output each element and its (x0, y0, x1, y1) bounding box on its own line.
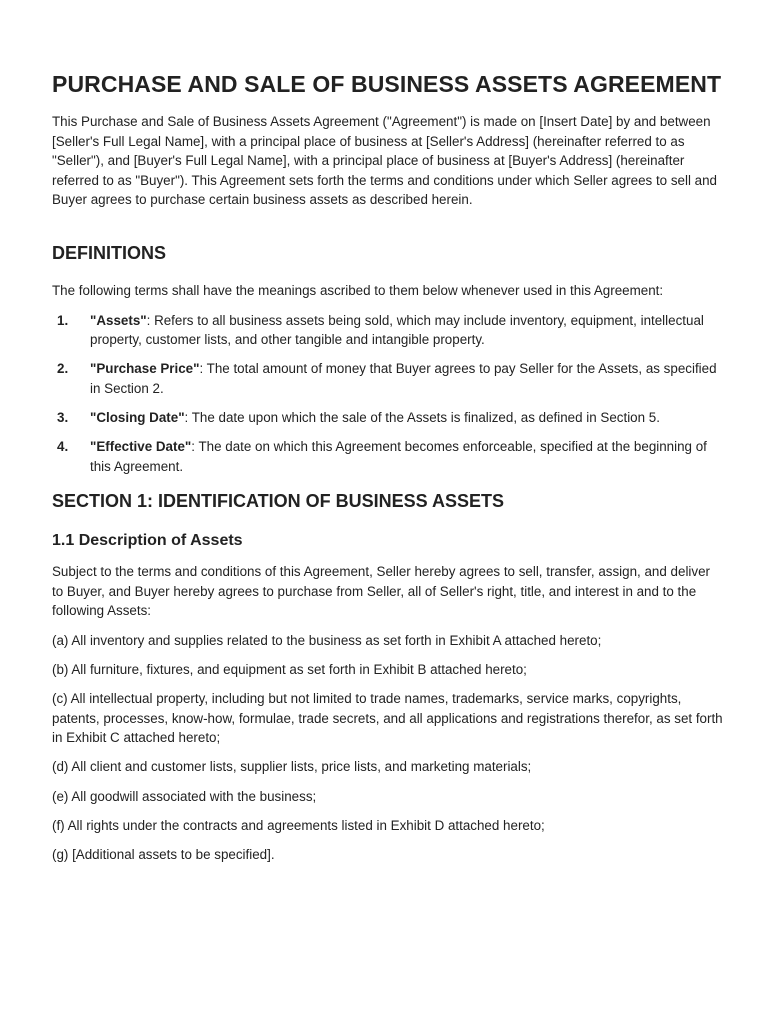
section-1-heading: SECTION 1: IDENTIFICATION OF BUSINESS ASSETS (52, 491, 505, 512)
asset-item-d: (d) All client and customer lists, supplier lists, price lists, and marketing materials; (52, 759, 532, 775)
definition-number: 1. (57, 312, 69, 328)
asset-item-e: (e) All goodwill associated with the business; (52, 788, 317, 804)
asset-item-b: (b) All furniture, fixtures, and equipment as set forth in Exhibit B attached hereto; (52, 662, 527, 678)
asset-item-c: (c) All intellectual property, including but not limited to trade names, trademarks, service marks, copyrights, patents, processes, know-how, formulae, trade secrets, and all applications and registrations therefor, as set forth in Exhibit C attached hereto; (52, 691, 723, 746)
asset-item-g: (g) [Additional assets to be specified]. (52, 846, 275, 862)
definition-item (52, 359, 724, 398)
definition-term: "Purchase Price" (90, 361, 200, 377)
definition-number: 2. (57, 361, 69, 377)
asset-item-a: (a) All inventory and supplies related to the business as set forth in Exhibit A attached hereto; (52, 633, 602, 648)
definition-text: : Refers to all business assets being sold, which may include inventory, equipment, intellectual property, customer lists, and other tangible and intangible property. (90, 312, 704, 348)
definition-text: : The total amount of money that Buyer agrees to pay Seller for the Assets, as specified in Section 2. (90, 361, 717, 396)
definition-body (90, 311, 724, 350)
asset-item-f: (f) All rights under the contracts and agreements listed in Exhibit D attached hereto; (52, 817, 545, 833)
definition-body (90, 359, 724, 398)
definition-term: "Effective Date" (90, 439, 192, 455)
definitions-list (52, 311, 724, 477)
definition-number: 4. (57, 439, 69, 455)
definition-text: : The date upon which the sale of the Assets is finalized, as defined in Section 5. (184, 409, 660, 425)
document-page (52, 68, 724, 874)
definition-item (52, 311, 724, 350)
section-1-1-lead: Subject to the terms and conditions of this Agreement, Seller hereby agrees to sell, transfer, assign, and deliver to Buyer, and Buyer hereby agrees to purchase from Seller, all of Seller's right, title, and interest in and to the following Assets: (52, 564, 710, 619)
definitions-lead: The following terms shall have the meanings ascribed to them below whenever used in this Agreement: (52, 282, 664, 298)
definition-text: : The date on which this Agreement becomes enforceable, specified at the beginning of this Agreement. (90, 439, 707, 474)
definition-number: 3. (57, 409, 69, 425)
document-title: PURCHASE AND SALE OF BUSINESS ASSETS AGREEMENT (52, 71, 722, 97)
definition-body (90, 408, 724, 428)
intro-paragraph: This Purchase and Sale of Business Assets Agreement ("Agreement") is made on [Insert Date] by and between [Seller's Full Legal Name], with a principal place of business at [Seller's Address] (hereinafter referred to as "Seller"), and [Buyer's Full Legal Name], with a principal place of business at [Buyer's Address] (hereinafter referred to as "Buyer"). This Agreement sets forth the terms and conditions under which Seller agrees to sell and Buyer agrees to purchase certain business assets as described herein. (52, 114, 717, 208)
definition-item (52, 408, 724, 428)
definitions-heading: DEFINITIONS (52, 242, 167, 263)
definition-term: "Assets" (90, 312, 147, 328)
definition-body (90, 437, 724, 476)
definition-term: "Closing Date" (90, 409, 185, 425)
definition-item (52, 437, 724, 476)
section-1-1-heading: 1.1 Description of Assets (52, 532, 243, 550)
